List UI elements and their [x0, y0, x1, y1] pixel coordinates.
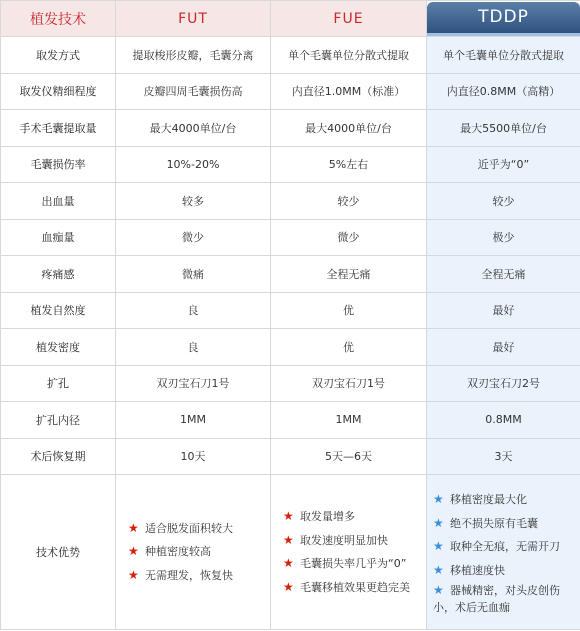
advantage-text: 适合脱发面积较大: [145, 521, 233, 535]
advantage-text: 绝不损失原有毛囊: [450, 516, 538, 530]
table-row: [1, 402, 580, 439]
row-label: 植发自然度: [1, 292, 116, 329]
list-item: [283, 576, 426, 600]
tddp-cell: 内直径0.8MM（高精）: [427, 73, 580, 110]
advantage-text: 种植密度较高: [145, 545, 211, 559]
list-item: [283, 552, 426, 576]
row-label: 术后恢复期: [1, 438, 116, 475]
fut-cell: 良: [116, 292, 271, 329]
tddp-advantages-list: [427, 488, 580, 616]
row-label: 技术优势: [1, 475, 116, 630]
fut-cell: 10天: [116, 438, 271, 475]
list-item: [128, 517, 270, 541]
advantage-text: 无需理发，恢复快: [145, 568, 233, 582]
row-label: 取发仪精细程度: [1, 73, 116, 110]
fut-cell: 提取梭形皮瓣，毛囊分离: [116, 37, 271, 74]
advantage-text: 移植速度快: [450, 563, 505, 577]
list-item: [433, 488, 580, 512]
table-row: [1, 365, 580, 402]
header-technique-label: 植发技术: [1, 1, 116, 37]
list-item: [128, 564, 270, 588]
table-row: [1, 37, 580, 74]
red-star-icon: ★: [128, 567, 139, 582]
fut-cell: 皮瓣四周毛囊损伤高: [116, 73, 271, 110]
tddp-cell: 较少: [427, 183, 580, 220]
fut-cell: 10%-20%: [116, 146, 271, 183]
list-item: [433, 512, 580, 536]
fue-cell: 微少: [271, 219, 427, 256]
advantage-text: 取种全无痕，无需开刀: [450, 540, 560, 553]
table-row: [1, 183, 580, 220]
fue-cell: 内直径1.0MM（标准）: [271, 73, 427, 110]
row-label: 血痂量: [1, 219, 116, 256]
red-star-icon: ★: [283, 556, 294, 570]
fue-cell: 5天—6天: [271, 438, 427, 475]
red-star-icon: ★: [128, 544, 139, 559]
blue-star-icon: ★: [433, 539, 444, 553]
tab-tddp[interactable]: TDDP: [427, 2, 580, 36]
table-header-row: [1, 1, 580, 37]
advantage-text: 毛囊损失率几乎为“0”: [300, 557, 407, 570]
blue-star-icon: ★: [433, 492, 444, 506]
red-star-icon: ★: [283, 532, 294, 547]
tddp-cell: 双刃宝石刀2号: [427, 365, 580, 402]
fue-cell: 5%左右: [271, 146, 427, 183]
row-label: 手术毛囊提取量: [1, 110, 116, 147]
row-label: 疼痛感: [1, 256, 116, 293]
table-row: [1, 438, 580, 475]
advantage-text: 移植密度最大化: [450, 493, 527, 506]
header-fut: FUT: [116, 1, 271, 37]
fue-advantages-list: [271, 505, 426, 599]
fue-cell: 双刃宝石刀1号: [271, 365, 427, 402]
fut-cell: 1MM: [116, 402, 271, 439]
fut-cell: 最大4000单位/台: [116, 110, 271, 147]
list-item: [128, 540, 270, 564]
tddp-cell: 0.8MM: [427, 402, 580, 439]
header-fue: FUE: [271, 1, 427, 37]
tddp-cell: 近乎为“0”: [427, 146, 580, 183]
red-star-icon: ★: [283, 509, 294, 523]
fue-cell: 全程无痛: [271, 256, 427, 293]
list-item: [283, 529, 426, 553]
blue-star-icon: ★: [433, 583, 444, 597]
tddp-advantages-cell: [427, 475, 580, 630]
fut-advantages-cell: [116, 475, 271, 630]
table-row: [1, 292, 580, 329]
row-label: 毛囊损伤率: [1, 146, 116, 183]
list-item: [433, 582, 580, 616]
list-item: [433, 559, 580, 583]
red-star-icon: ★: [283, 579, 294, 594]
tddp-cell: 极少: [427, 219, 580, 256]
fue-cell: 1MM: [271, 402, 427, 439]
table-row: [1, 219, 580, 256]
row-label: 植发密度: [1, 329, 116, 366]
table-row: [1, 110, 580, 147]
header-tddp-cell: [427, 1, 580, 37]
blue-star-icon: ★: [433, 562, 444, 577]
row-label: 扩孔内径: [1, 402, 116, 439]
tddp-cell: 单个毛囊单位分散式提取: [427, 37, 580, 74]
list-item: [283, 505, 426, 529]
fut-cell: 良: [116, 329, 271, 366]
blue-star-icon: ★: [433, 515, 444, 530]
tddp-cell: 最好: [427, 292, 580, 329]
tddp-cell: 3天: [427, 438, 580, 475]
fue-advantages-cell: [271, 475, 427, 630]
fue-cell: 优: [271, 329, 427, 366]
fut-advantages-list: [116, 517, 270, 588]
fue-cell: 单个毛囊单位分散式提取: [271, 37, 427, 74]
list-item: [433, 535, 580, 559]
fut-cell: 微少: [116, 219, 271, 256]
advantage-text: 器械精密，对头皮创伤小，术后无血痂: [433, 584, 560, 614]
fue-cell: 最大4000单位/台: [271, 110, 427, 147]
row-label: 出血量: [1, 183, 116, 220]
fue-cell: 较少: [271, 183, 427, 220]
fut-cell: 双刃宝石刀1号: [116, 365, 271, 402]
tddp-cell: 最好: [427, 329, 580, 366]
tddp-cell: 最大5500单位/台: [427, 110, 580, 147]
row-label: 扩孔: [1, 365, 116, 402]
advantage-text: 取发速度明显加快: [300, 533, 388, 547]
table-row: [1, 146, 580, 183]
fue-cell: 优: [271, 292, 427, 329]
advantage-text: 取发量增多: [300, 510, 355, 523]
fut-cell: 微痛: [116, 256, 271, 293]
advantages-row: [1, 475, 580, 630]
fut-cell: 较多: [116, 183, 271, 220]
red-star-icon: ★: [128, 520, 139, 535]
advantage-text: 毛囊移植效果更趋完美: [300, 580, 410, 594]
table-row: [1, 329, 580, 366]
tddp-cell: 全程无痛: [427, 256, 580, 293]
row-label: 取发方式: [1, 37, 116, 74]
table-row: [1, 256, 580, 293]
table-row: [1, 73, 580, 110]
table-body: [1, 37, 580, 630]
